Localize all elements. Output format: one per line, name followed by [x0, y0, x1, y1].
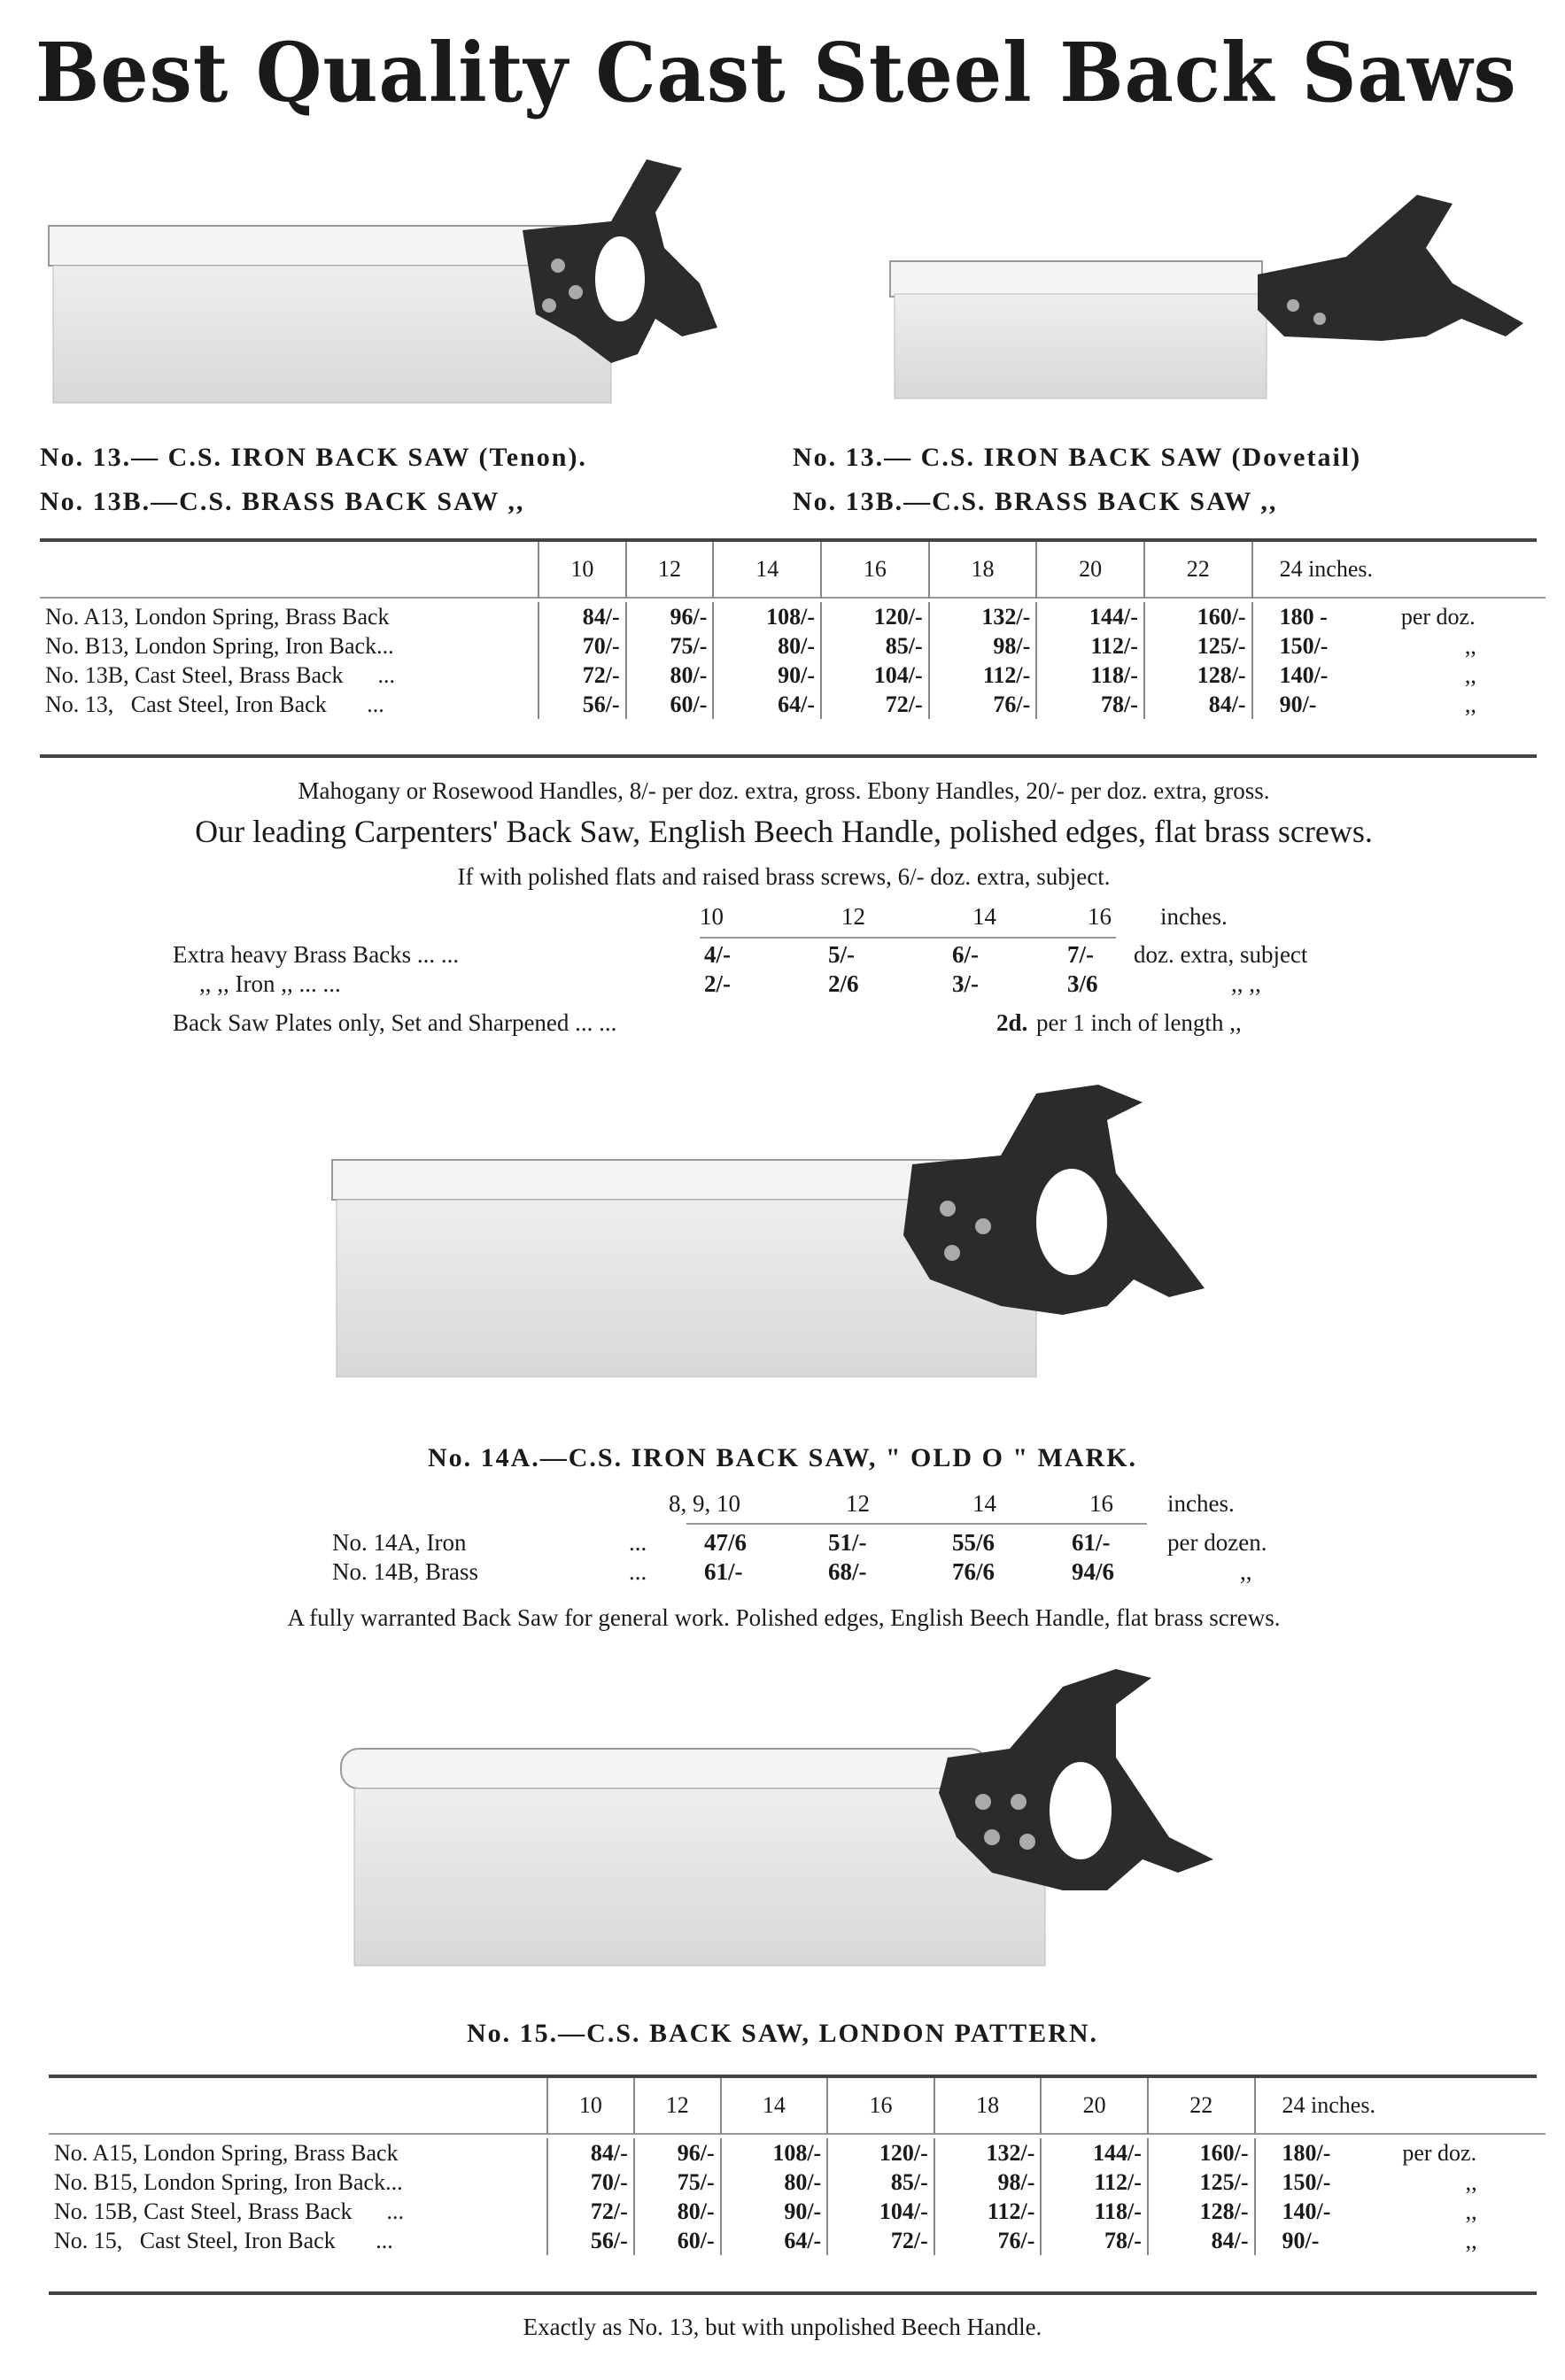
price-cell: 80/-	[721, 2168, 828, 2197]
saw-14a-illustration	[328, 1076, 1249, 1395]
price-cell: 150/-	[1252, 631, 1396, 661]
price-cell: 85/-	[827, 2168, 934, 2197]
row-unit: ,,	[1465, 2227, 1477, 2253]
price-cell: 132/-	[934, 2138, 1042, 2168]
column-header: 14	[721, 2078, 828, 2134]
price-cell: 60/-	[626, 690, 714, 719]
price-cell: 108/-	[721, 2138, 828, 2168]
section-15-heading: No. 15.—C.S. BACK SAW, LONDON PATTERN.	[466, 2019, 1099, 2048]
row-14a-12: 51/-	[828, 1529, 867, 1556]
column-header: 24 inches.	[1252, 542, 1546, 598]
price-cell: 85/-	[821, 631, 929, 661]
price-cell: 140/-	[1252, 661, 1396, 690]
price-cell: 98/-	[929, 631, 1037, 661]
column-header: 14	[713, 542, 821, 598]
section-14-rule	[686, 1523, 1147, 1525]
price-cell: 80/-	[713, 631, 821, 661]
handle-grip-hole	[1050, 1762, 1112, 1859]
price-cell: 96/-	[634, 2138, 721, 2168]
extras-brass-16: 7/-	[1067, 941, 1094, 968]
price-cell: 140/-	[1255, 2197, 1398, 2226]
table-row	[49, 2168, 1546, 2197]
row-description: No. 15B, Cast Steel, Brass Back ...	[54, 2198, 405, 2224]
saw-back	[49, 226, 580, 266]
leading-saw-note: Our leading Carpenters' Back Saw, English Beech Handle, polished edges, flat brass screws.	[195, 814, 1373, 849]
price-table-15	[49, 2078, 1546, 2255]
row-14b-dots: ...	[629, 1558, 647, 1585]
price-cell: 60/-	[634, 2226, 721, 2255]
table-row	[49, 2226, 1546, 2255]
row-14a-16: 61/-	[1072, 1529, 1111, 1556]
price-cell: 56/-	[547, 2226, 634, 2255]
row-unit: ,,	[1464, 691, 1476, 717]
row-unit: ,,	[1465, 2168, 1477, 2195]
section-14-note: A fully warranted Back Saw for general work. Polished edges, English Beech Handle, flat brass screws.	[287, 1604, 1281, 1631]
row-14b-desc: No. 14B, Brass	[332, 1558, 479, 1585]
table-row	[40, 661, 1546, 690]
extras-col-16: 16	[1088, 903, 1112, 930]
row-14a-desc: No. 14A, Iron	[332, 1529, 467, 1556]
saw-back	[341, 1749, 988, 1789]
saw-back	[890, 261, 1262, 297]
price-cell: 75/-	[626, 631, 714, 661]
row-unit: ,,	[1464, 661, 1476, 688]
price-cell: 128/-	[1144, 661, 1252, 690]
column-header: 20	[1041, 2078, 1148, 2134]
col-unit: inches.	[1167, 1490, 1235, 1517]
table-bottom-rule	[40, 754, 1537, 758]
handle-grip-hole	[1036, 1169, 1107, 1275]
price-cell: 72/-	[547, 2197, 634, 2226]
row-14b-14: 76/6	[952, 1558, 996, 1585]
price-cell: 150/-	[1255, 2168, 1398, 2197]
price-cell: 90/-	[1255, 2226, 1398, 2255]
plates-desc: Back Saw Plates only, Set and Sharpened ... ...	[173, 1009, 617, 1036]
price-cell: 64/-	[713, 690, 821, 719]
price-cell: 80/-	[634, 2197, 721, 2226]
header-blank	[49, 2078, 547, 2134]
price-cell: 104/-	[827, 2197, 934, 2226]
price-cell: 70/-	[547, 2168, 634, 2197]
price-cell: 84/-	[1148, 2226, 1255, 2255]
extras-iron-10: 2/-	[704, 970, 731, 997]
row-14a-unit: per dozen.	[1167, 1529, 1267, 1556]
row-unit: per doz.	[1402, 2139, 1477, 2166]
table-row	[49, 2138, 1546, 2168]
saw-13-dovetail-illustration	[886, 186, 1541, 416]
column-header: 12	[634, 2078, 721, 2134]
saw-back	[332, 1160, 970, 1200]
page-title: Best Quality Cast Steel Back Saws	[35, 25, 1517, 120]
column-header: 18	[929, 542, 1037, 598]
column-header: 20	[1036, 542, 1144, 598]
price-cell: 160/-	[1144, 602, 1252, 631]
handle-grip-hole	[595, 236, 645, 321]
column-header: 10	[547, 2078, 634, 2134]
section-15-footer: Exactly as No. 13, but with unpolished Beech Handle.	[523, 2314, 1042, 2340]
column-header: 10	[538, 542, 626, 598]
column-header: 24 inches.	[1255, 2078, 1546, 2134]
price-cell: 72/-	[827, 2226, 934, 2255]
price-cell: 160/-	[1148, 2138, 1255, 2168]
price-table-13	[40, 542, 1546, 719]
plates-unit: per 1 inch of length ,,	[1036, 1009, 1242, 1036]
handles-note: Mahogany or Rosewood Handles, 8/- per doz. extra, gross. Ebony Handles, 20/- per doz. extra, gross.	[298, 777, 1270, 804]
row-description: No. 13, Cast Steel, Iron Back ...	[45, 691, 384, 717]
col-12: 12	[846, 1490, 870, 1517]
extras-iron-unit: ,, ,,	[1231, 970, 1261, 997]
saw-blade	[354, 1789, 1045, 1966]
price-cell: 78/-	[1036, 690, 1144, 719]
header-blank	[40, 542, 538, 598]
price-cell: 180 -	[1252, 602, 1396, 631]
column-header: 22	[1148, 2078, 1255, 2134]
price-cell: 180/-	[1255, 2138, 1398, 2168]
extras-brass-14: 6/-	[952, 941, 979, 968]
price-cell: 120/-	[827, 2138, 934, 2168]
price-cell: 84/-	[1144, 690, 1252, 719]
row-unit: ,,	[1464, 632, 1476, 659]
price-cell: 75/-	[634, 2168, 721, 2197]
price-cell: 112/-	[934, 2197, 1042, 2226]
price-cell: 76/-	[929, 690, 1037, 719]
price-cell: 84/-	[538, 602, 626, 631]
price-cell: 132/-	[929, 602, 1037, 631]
price-cell: 80/-	[626, 661, 714, 690]
table-bottom-rule	[49, 2291, 1537, 2295]
extras-col-12: 12	[841, 903, 865, 930]
row-14a-dots: ...	[629, 1529, 647, 1556]
price-cell: 72/-	[821, 690, 929, 719]
column-header: 16	[821, 542, 929, 598]
price-cell: 70/-	[538, 631, 626, 661]
price-cell: 108/-	[713, 602, 821, 631]
saw-handle	[1258, 195, 1523, 341]
column-header: 22	[1144, 542, 1252, 598]
row-14b-unit: ,,	[1240, 1558, 1252, 1585]
price-cell: 90/-	[713, 661, 821, 690]
row-description: No. 13B, Cast Steel, Brass Back ...	[45, 661, 396, 688]
price-cell: 98/-	[934, 2168, 1042, 2197]
saw-15-illustration	[337, 1660, 1258, 1979]
price-cell: 96/-	[626, 602, 714, 631]
section-13-heading-tenon: No. 13.— C.S. IRON BACK SAW (Tenon).	[40, 443, 587, 472]
price-cell: 72/-	[538, 661, 626, 690]
section-14-heading: No. 14A.—C.S. IRON BACK SAW, " OLD O " MARK.	[427, 1443, 1138, 1472]
row-unit: ,,	[1465, 2198, 1477, 2224]
price-cell: 125/-	[1144, 631, 1252, 661]
extras-iron-12: 2/6	[828, 970, 859, 997]
extras-row-iron-desc: ,, ,, Iron ,, ... ...	[199, 970, 341, 997]
extras-iron-14: 3/-	[952, 970, 979, 997]
extras-row-brass-desc: Extra heavy Brass Backs ... ...	[173, 941, 460, 968]
price-cell: 144/-	[1041, 2138, 1148, 2168]
price-cell: 118/-	[1036, 661, 1144, 690]
price-cell: 125/-	[1148, 2168, 1255, 2197]
column-header: 16	[827, 2078, 934, 2134]
row-14a-14: 55/6	[952, 1529, 996, 1556]
col-16: 16	[1089, 1490, 1113, 1517]
price-cell: 78/-	[1041, 2226, 1148, 2255]
price-cell: 84/-	[547, 2138, 634, 2168]
column-header: 18	[934, 2078, 1042, 2134]
col-8-9-10: 8, 9, 10	[669, 1490, 740, 1517]
row-description: No. B15, London Spring, Iron Back...	[54, 2168, 403, 2195]
extras-brass-12: 5/-	[828, 941, 855, 968]
polished-flats-note: If with polished flats and raised brass screws, 6/- doz. extra, subject.	[457, 863, 1111, 890]
row-unit: per doz.	[1400, 603, 1476, 630]
extras-col-unit: inches.	[1160, 903, 1228, 930]
price-cell: 76/-	[934, 2226, 1042, 2255]
table-header-row	[49, 2078, 1546, 2134]
row-14b-16: 94/6	[1072, 1558, 1115, 1585]
row-description: No. A13, London Spring, Brass Back	[45, 603, 390, 630]
extras-rule	[700, 937, 1116, 939]
table-row	[49, 2197, 1546, 2226]
price-cell: 112/-	[929, 661, 1037, 690]
price-cell: 112/-	[1036, 631, 1144, 661]
saw-blade	[895, 294, 1267, 398]
price-cell: 120/-	[821, 602, 929, 631]
price-cell: 104/-	[821, 661, 929, 690]
extras-col-10: 10	[700, 903, 724, 930]
price-cell: 90/-	[721, 2197, 828, 2226]
price-cell: 144/-	[1036, 602, 1144, 631]
plates-price: 2d.	[996, 1009, 1028, 1036]
section-13b-heading-dovetail: No. 13B.—C.S. BRASS BACK SAW ,,	[793, 487, 1278, 516]
row-14b-8-10: 61/-	[704, 1558, 743, 1585]
table-row	[40, 690, 1546, 719]
row-description: No. B13, London Spring, Iron Back...	[45, 632, 394, 659]
extras-brass-10: 4/-	[704, 941, 731, 968]
section-13-heading-dovetail: No. 13.— C.S. IRON BACK SAW (Dovetail)	[793, 443, 1362, 472]
extras-brass-unit: doz. extra, subject	[1134, 941, 1308, 968]
price-cell: 56/-	[538, 690, 626, 719]
table-row	[40, 602, 1546, 631]
row-14a-8-10: 47/6	[704, 1529, 748, 1556]
extras-col-14: 14	[972, 903, 996, 930]
price-cell: 128/-	[1148, 2197, 1255, 2226]
row-description: No. 15, Cast Steel, Iron Back ...	[54, 2227, 393, 2253]
col-14: 14	[972, 1490, 996, 1517]
row-description: No. A15, London Spring, Brass Back	[54, 2139, 399, 2166]
price-cell: 90/-	[1252, 690, 1396, 719]
price-cell: 118/-	[1041, 2197, 1148, 2226]
saw-13-tenon-illustration	[44, 159, 806, 407]
saw-blade	[53, 266, 611, 403]
section-13b-heading-tenon: No. 13B.—C.S. BRASS BACK SAW ,,	[40, 487, 525, 516]
extras-iron-16: 3/6	[1067, 970, 1098, 997]
price-cell: 64/-	[721, 2226, 828, 2255]
table-row	[40, 631, 1546, 661]
price-cell: 112/-	[1041, 2168, 1148, 2197]
row-14b-12: 68/-	[828, 1558, 867, 1585]
table-header-row	[40, 542, 1546, 598]
column-header: 12	[626, 542, 714, 598]
